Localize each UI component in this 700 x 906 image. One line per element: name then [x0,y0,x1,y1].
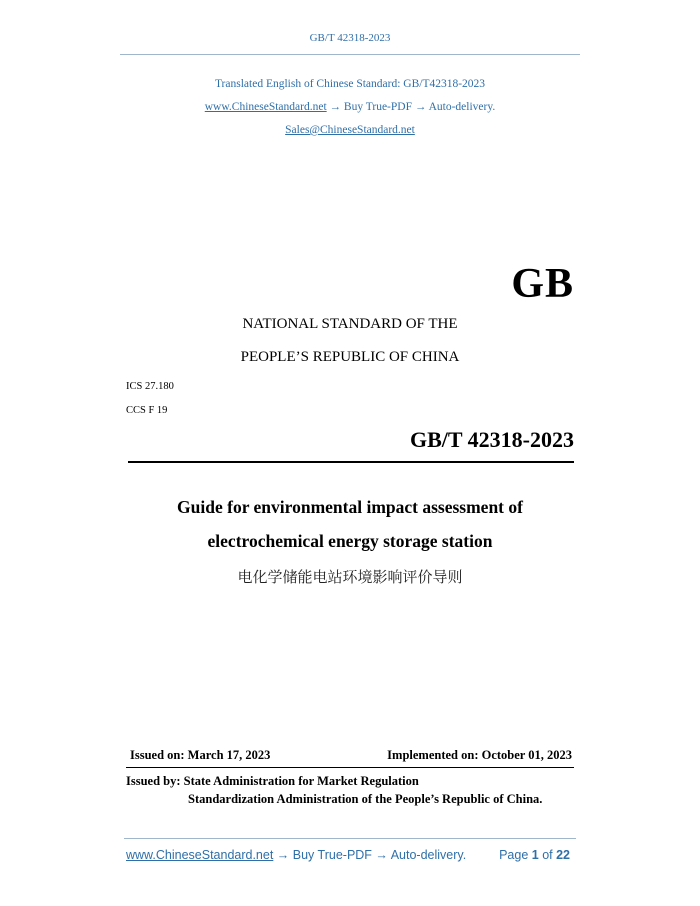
promo-buy-text: → Buy True-PDF → Auto-delivery. [326,101,496,113]
promo-site-link[interactable]: www.ChineseStandard.net [204,101,327,113]
page-total: 22 [556,848,570,862]
ics-code: ICS 27.180 [126,381,174,392]
footer-buy-text: → Buy True-PDF → Auto-delivery. [273,848,467,862]
promo-email-link[interactable]: Sales@ChineseStandard.net [285,124,415,136]
issued-on: Issued on: March 17, 2023 [130,748,271,762]
standard-number: GB/T 42318-2023 [409,427,574,452]
page-indicator [499,848,570,862]
promo-translation-line: Translated English of Chinese Standard: GB/T42318-2023 [214,78,486,90]
gb-logo-mark: GB [511,261,574,307]
header-divider [120,54,580,55]
dates-row [130,748,572,763]
footer-divider [124,838,576,839]
page-of-label: of [538,848,557,862]
title-line2: electrochemical energy storage station [207,531,493,551]
page-number: 1 [531,848,539,862]
national-standard-line2: PEOPLE’S REPUBLIC OF CHINA [240,349,460,365]
footer [126,848,570,862]
title-chinese: 电化学储能电站环境影响评价导则 [237,568,463,586]
issued-by-line1: Issued by: State Administration for Market Regulation [126,774,419,788]
page-label: Page [499,848,532,862]
header-standard-code: GB/T 42318-2023 [309,32,391,44]
implemented-on: Implemented on: October 01, 2023 [387,748,572,762]
promo-buy-line [0,101,700,113]
title-divider [128,461,574,463]
national-standard-line1: NATIONAL STANDARD OF THE [242,316,458,332]
footer-site-link[interactable]: www.ChineseStandard.net [126,848,274,862]
ccs-code: CCS F 19 [126,405,168,416]
title-line1: Guide for environmental impact assessment of [177,497,523,517]
dates-divider [126,767,574,768]
issued-by-line2: Standardization Administration of the People’s Republic of China. [188,792,543,806]
promo-email-line [0,124,700,136]
